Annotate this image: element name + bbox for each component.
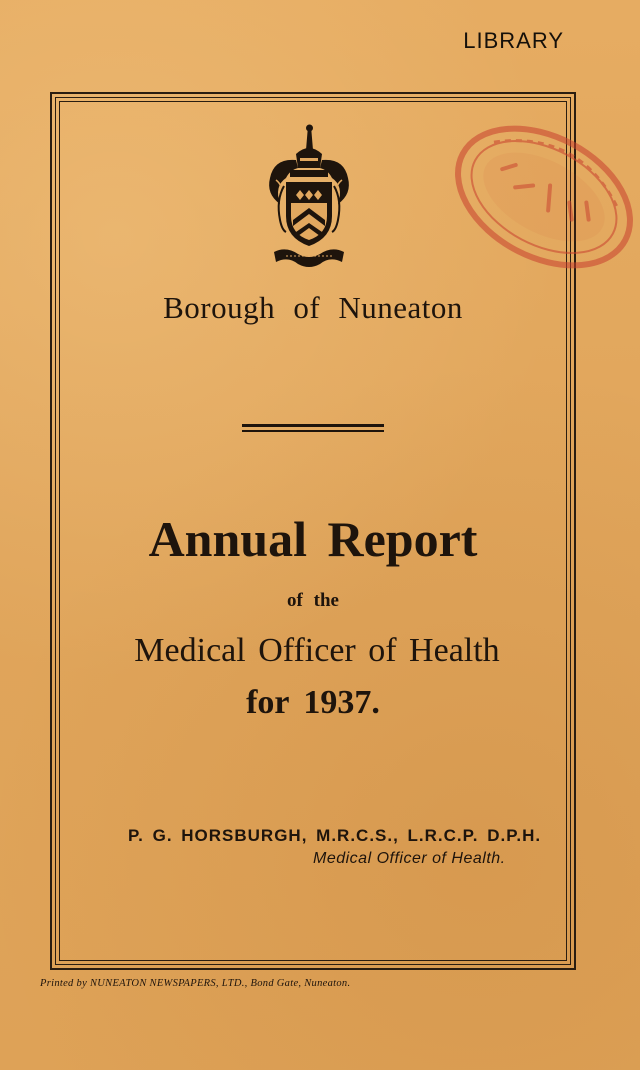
title-rule-thin xyxy=(242,430,384,432)
report-subtitle: Medical Officer of Health xyxy=(134,632,500,669)
report-subtitle-connector: of the xyxy=(287,590,339,611)
title-rule-thick xyxy=(242,424,384,427)
author-role: Medical Officer of Health. xyxy=(313,850,506,867)
report-title: Annual Report xyxy=(148,511,478,567)
author-name: P. G. HORSBURGH, M.R.C.S., L.R.C.P. D.P.H. xyxy=(128,826,542,845)
borough-crest-icon xyxy=(256,120,362,280)
report-year: for 1937. xyxy=(246,684,380,721)
printer-imprint: Printed by NUNEATON NEWSPAPERS, LTD., Bond Gate, Nuneaton. xyxy=(40,978,351,989)
borough-title: Borough of Nuneaton xyxy=(163,290,463,325)
library-stamp-icon xyxy=(444,112,640,282)
library-label: LIBRARY xyxy=(463,28,564,53)
